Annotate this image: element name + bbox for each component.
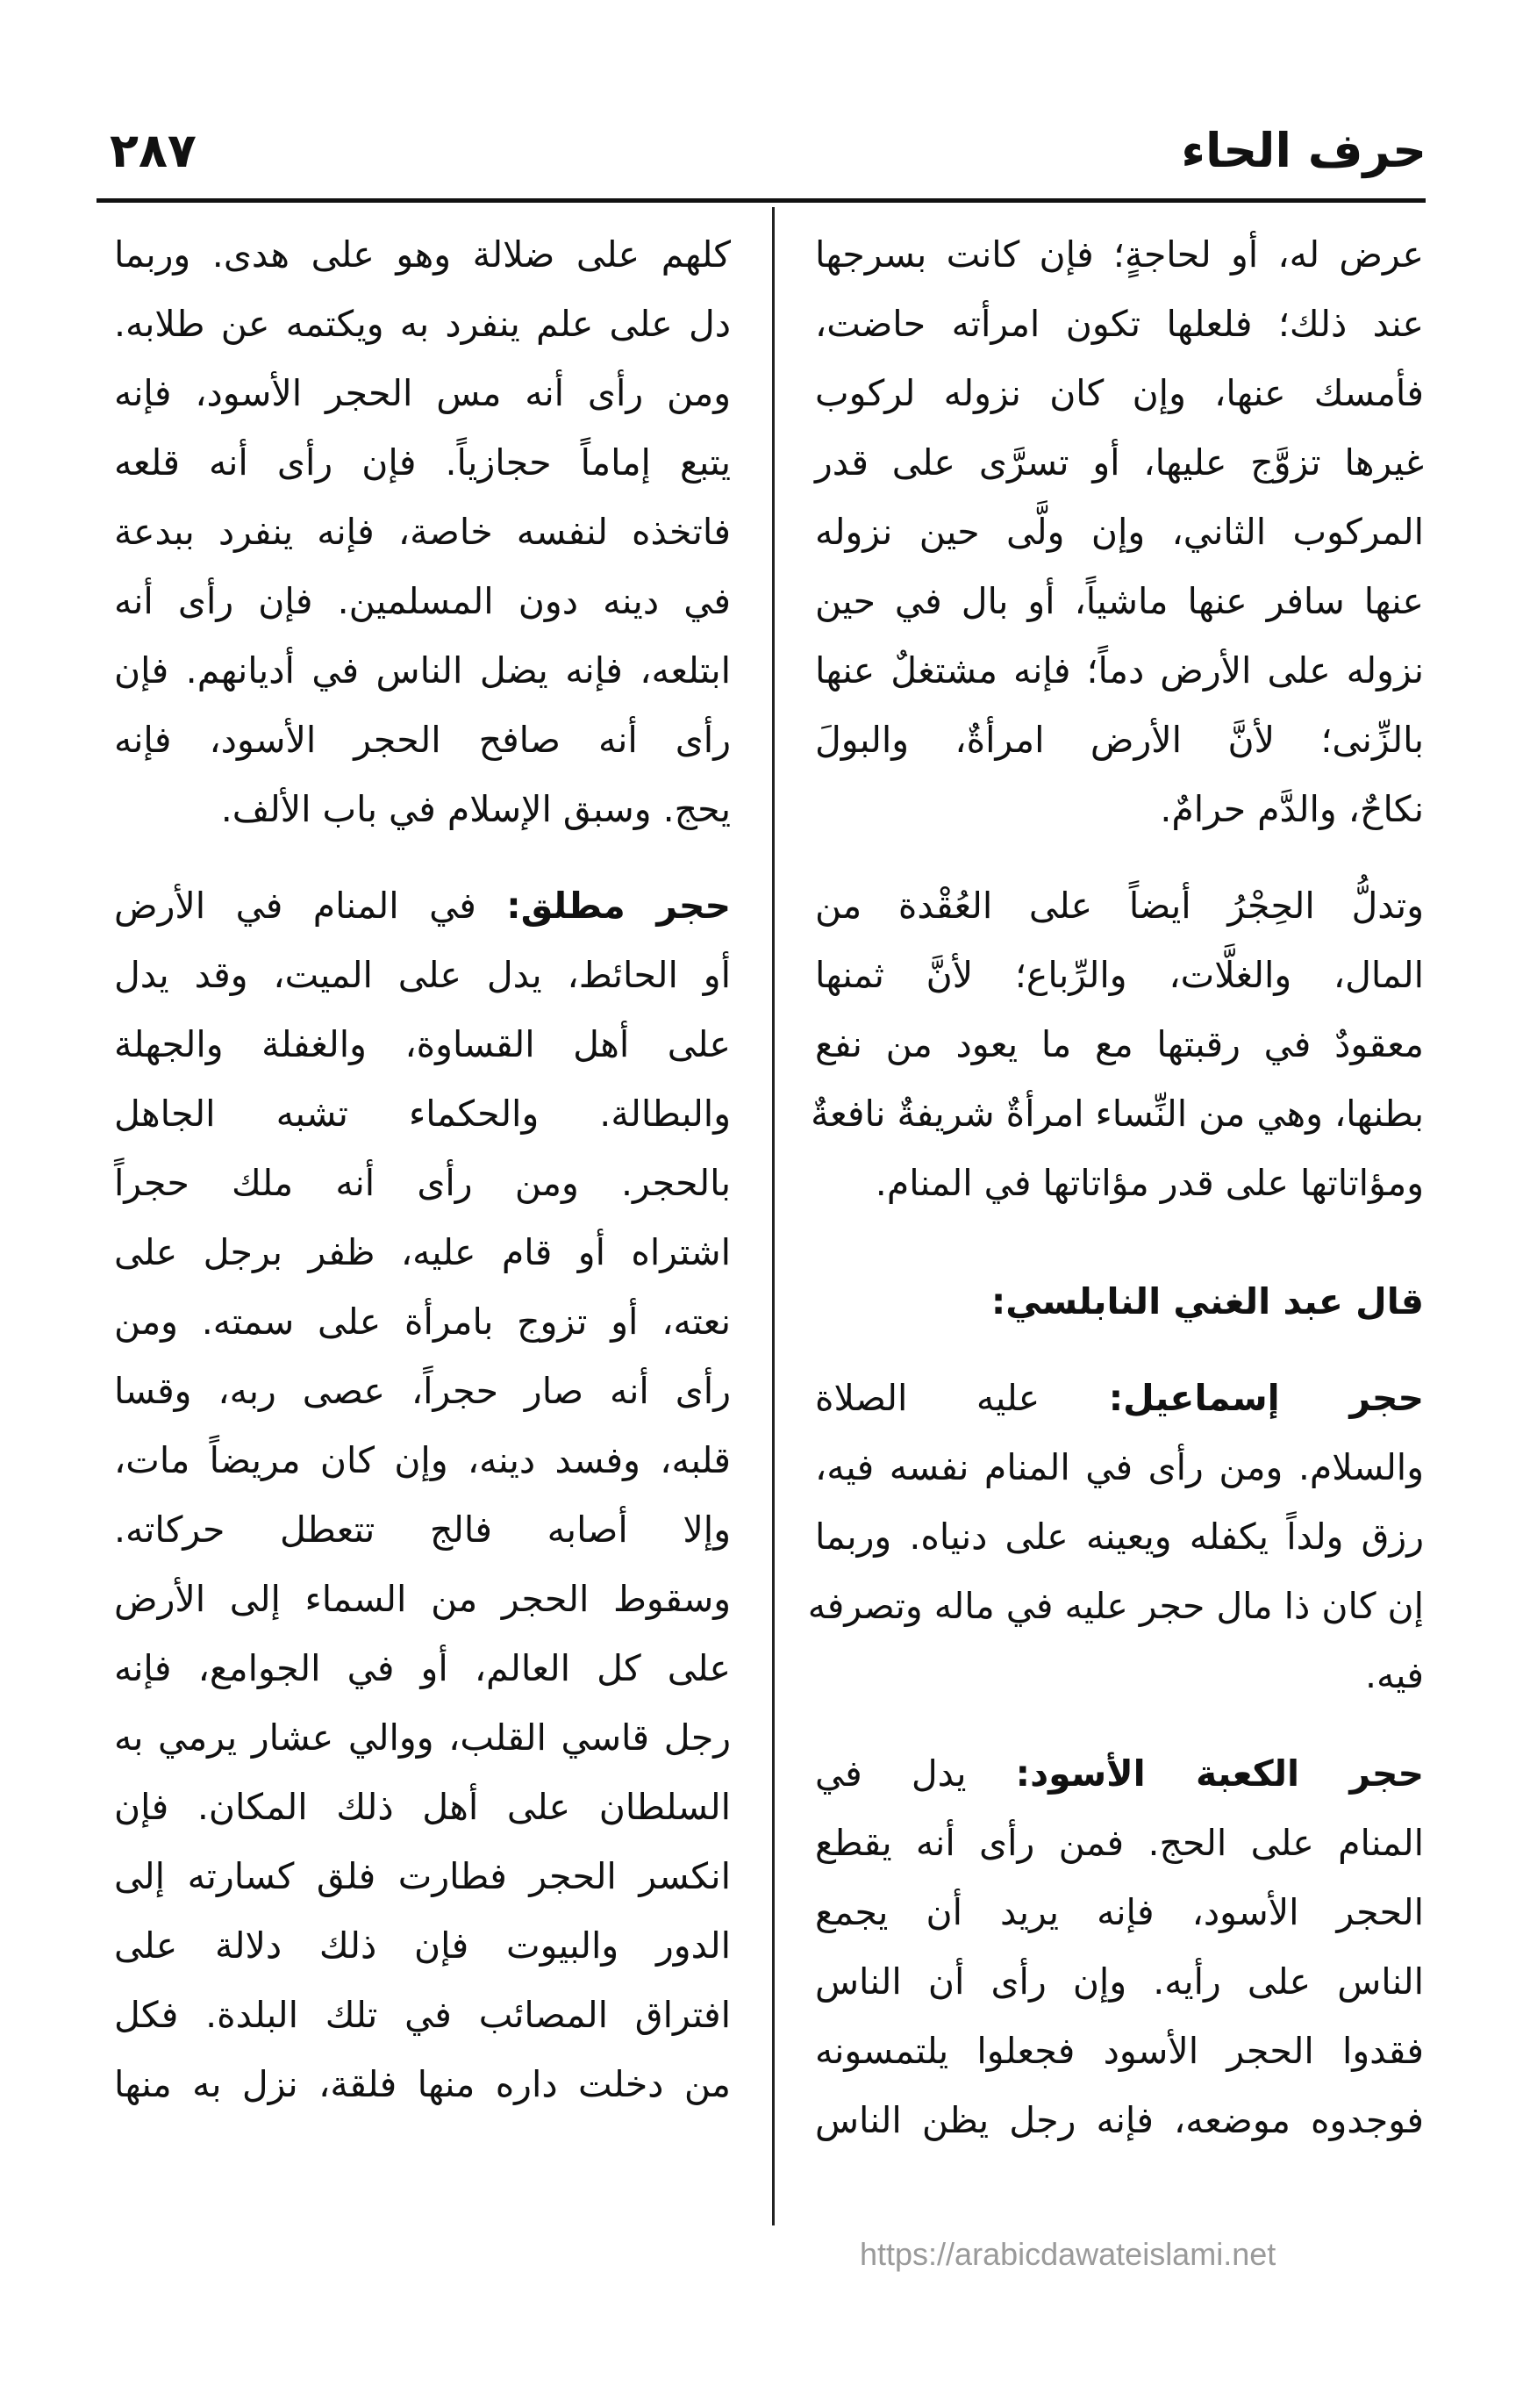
text-line: [114, 428, 731, 498]
line-text: ومؤاتاتها على قدر مؤاتاتها في المنام.: [875, 1162, 1424, 1204]
line-text: بطنها، وهي من النِّساء امرأةٌ شريفةٌ نافعةٌ: [811, 1093, 1424, 1135]
paragraph: [815, 1739, 1424, 2155]
line-text: يتبع إماماً حجازياً. فإن رأى أنه قلعه: [114, 441, 731, 484]
line-text: في المنام في الأرض: [114, 885, 476, 927]
text-line: [114, 636, 731, 706]
text-line: [815, 567, 1424, 636]
line-text: وسقوط الحجر من السماء إلى الأرض: [114, 1578, 731, 1620]
line-text: فوجدوه موضعه، فإنه رجل يظن الناس: [815, 2099, 1424, 2141]
paragraph: [807, 1364, 1424, 1710]
text-line: [114, 1495, 731, 1565]
paragraph: [815, 220, 1424, 844]
text-line: [815, 1010, 1424, 1079]
running-title: حرف الحاء: [1181, 123, 1426, 178]
line-text: فيه.: [1365, 1654, 1424, 1696]
line-text: ابتلعه، فإنه يضل الناس في أديانهم. فإن: [114, 649, 731, 692]
line-text: فقدوا الحجر الأسود فجعلوا يلتمسونه: [815, 2030, 1424, 2072]
line-text: المال، والغلَّات، والرِّباع؛ لأنَّ ثمنها: [815, 954, 1424, 996]
line-text: يحج. وسبق الإسلام في باب الألف.: [220, 788, 731, 830]
text-line: [114, 359, 731, 428]
line-text: معقودٌ في رقبتها مع ما يعود من نفع: [815, 1023, 1424, 1065]
line-text: السلطان على أهل ذلك المكان. فإن: [114, 1786, 731, 1828]
line-text: عليه الصلاة: [815, 1377, 1040, 1419]
text-line: [815, 1364, 1424, 1433]
line-text: نكاحٌ، والدَّم حرامٌ.: [1160, 788, 1424, 830]
text-line: [815, 1149, 1424, 1218]
line-text: دل على علم ينفرد به ويكتمه عن طلابه.: [114, 303, 731, 345]
line-text: على كل العالم، أو في الجوامع، فإنه: [114, 1647, 731, 1689]
text-line: [114, 1149, 731, 1218]
text-line: [114, 1773, 731, 1842]
column-divider: [772, 207, 775, 2225]
line-text: الحجر الأسود، فإنه يريد أن يجمع: [815, 1891, 1424, 1933]
line-text: أو الحائط، يدل على الميت، وقد يدل: [114, 954, 731, 996]
line-text: عند ذلك؛ فلعلها تكون امرأته حاضت،: [815, 303, 1424, 345]
line-text: عنها سافر عنها ماشياً، أو بال في حين: [815, 580, 1424, 622]
page-number: ٢٨٧: [110, 123, 197, 178]
text-line: [114, 567, 731, 636]
right-column: [807, 220, 1424, 2155]
line-text: قلبه، وفسد دينه، وإن كان مريضاً مات،: [114, 1439, 731, 1481]
text-line: [815, 1502, 1424, 1572]
line-text: غيرها تزوَّج عليها، أو تسرَّى على قدر: [815, 441, 1424, 484]
text-line: [114, 290, 731, 359]
text-line: [114, 871, 731, 941]
text-line: [114, 1703, 731, 1773]
line-text: والبطالة. والحكماء تشبه الجاهل: [114, 1093, 731, 1135]
text-line: [815, 428, 1424, 498]
watermark-url: https://arabicdawateislami.net: [860, 2236, 1276, 2272]
line-text: اشتراه أو قام عليه، ظفر برجل على: [114, 1231, 731, 1273]
paragraph: [114, 220, 731, 844]
text-line: [815, 1947, 1424, 2017]
text-line: [114, 1634, 731, 1703]
line-text: فأمسك عنها، وإن كان نزوله لركوب: [815, 372, 1424, 414]
line-text: رأى أنه صافح الحجر الأسود، فإنه: [114, 719, 731, 761]
text-line: [114, 2050, 731, 2119]
text-line: [114, 1010, 731, 1079]
text-line: [815, 290, 1424, 359]
text-line: [815, 498, 1424, 567]
text-line: [114, 941, 731, 1010]
text-line: [815, 1641, 1424, 1710]
line-text: بالحجر. ومن رأى أنه ملك حجراً: [114, 1162, 731, 1204]
line-text: انكسر الحجر فطارت فلق كسارته إلى: [114, 1855, 731, 1897]
text-line: [815, 220, 1424, 290]
text-line: [815, 1267, 1424, 1337]
text-line: [114, 706, 731, 775]
text-line: [815, 1878, 1424, 1947]
line-text: المنام على الحج. فمن رأى أنه يقطع: [815, 1822, 1424, 1864]
paragraph: [114, 871, 731, 2119]
text-line: [114, 1218, 731, 1287]
text-line: [114, 1357, 731, 1426]
line-text: نزوله على الأرض دماً؛ فإنه مشتغلٌ عنها: [815, 649, 1424, 692]
text-line: [815, 1809, 1424, 1878]
line-text: على أهل القساوة، والغفلة والجهلة: [114, 1023, 731, 1065]
line-text: افتراق المصائب في تلك البلدة. فكل: [114, 1994, 731, 2036]
line-text: يدل في: [815, 1752, 967, 1795]
left-column: [114, 220, 731, 2119]
text-line: [114, 1565, 731, 1634]
text-line: [114, 1079, 731, 1149]
text-line: [815, 941, 1424, 1010]
entry-title: حجر الكعبة الأسود:: [1015, 1752, 1424, 1795]
text-line: [815, 871, 1424, 941]
line-text: قال عبد الغني النابلسي:: [990, 1280, 1424, 1322]
line-text: نعته، أو تزوج بامرأة على سمته. ومن: [114, 1301, 731, 1343]
text-line: [815, 359, 1424, 428]
text-line: [114, 1842, 731, 1911]
line-text: من دخلت داره منها فلقة، نزل به منها: [114, 2063, 731, 2105]
line-text: ومن رأى أنه مس الحجر الأسود، فإنه: [114, 372, 731, 414]
line-text: والسلام. ومن رأى في المنام نفسه فيه،: [815, 1446, 1424, 1488]
header-rule: [97, 198, 1426, 203]
line-text: رزق ولداً يكفله ويعينه على دنياه. وربما: [815, 1516, 1424, 1558]
text-line: [114, 1426, 731, 1495]
line-text: وتدلُّ الحِجْرُ أيضاً على العُقْدة من: [815, 885, 1424, 927]
line-text: عرض له، أو لحاجةٍ؛ فإن كانت بسرجها: [815, 233, 1424, 276]
text-line: [811, 1079, 1424, 1149]
text-line: [815, 2017, 1424, 2086]
line-text: رجل قاسي القلب، ووالي عشار يرمي به: [114, 1716, 731, 1759]
text-line: [114, 1911, 731, 1981]
text-line: [815, 2086, 1424, 2155]
paragraph: [811, 871, 1424, 1218]
line-text: فاتخذه لنفسه خاصة، فإنه ينفرد ببدعة: [114, 511, 731, 553]
line-text: رأى أنه صار حجراً، عصى ربه، وقسا: [114, 1370, 731, 1412]
text-line: [815, 636, 1424, 706]
text-line: [114, 1981, 731, 2050]
section-heading: [815, 1267, 1424, 1337]
text-line: [815, 1739, 1424, 1809]
text-line: [114, 775, 731, 844]
line-text: الناس على رأيه. وإن رأى أن الناس: [815, 1960, 1424, 2003]
text-line: [114, 220, 731, 290]
entry-title: حجر مطلق:: [506, 885, 731, 927]
line-text: إن كان ذا مال حجر عليه في ماله وتصرفه: [807, 1585, 1424, 1627]
line-text: الدور والبيوت فإن ذلك دلالة على: [114, 1924, 731, 1967]
entry-title: حجر إسماعيل:: [1108, 1377, 1424, 1419]
line-text: كلهم على ضلالة وهو على هدى. وربما: [114, 233, 731, 276]
text-line: [114, 1287, 731, 1357]
text-line: [815, 775, 1424, 844]
line-text: المركوب الثاني، وإن ولَّى حين نزوله: [815, 511, 1424, 553]
line-text: بالزِّنى؛ لأنَّ الأرض امرأةٌ، والبولَ: [815, 719, 1424, 761]
line-text: وإلا أصابه فالج تتعطل حركاته.: [114, 1509, 731, 1551]
text-line: [815, 1433, 1424, 1502]
line-text: في دينه دون المسلمين. فإن رأى أنه: [114, 580, 731, 622]
text-line: [807, 1572, 1424, 1641]
text-line: [114, 498, 731, 567]
text-line: [815, 706, 1424, 775]
